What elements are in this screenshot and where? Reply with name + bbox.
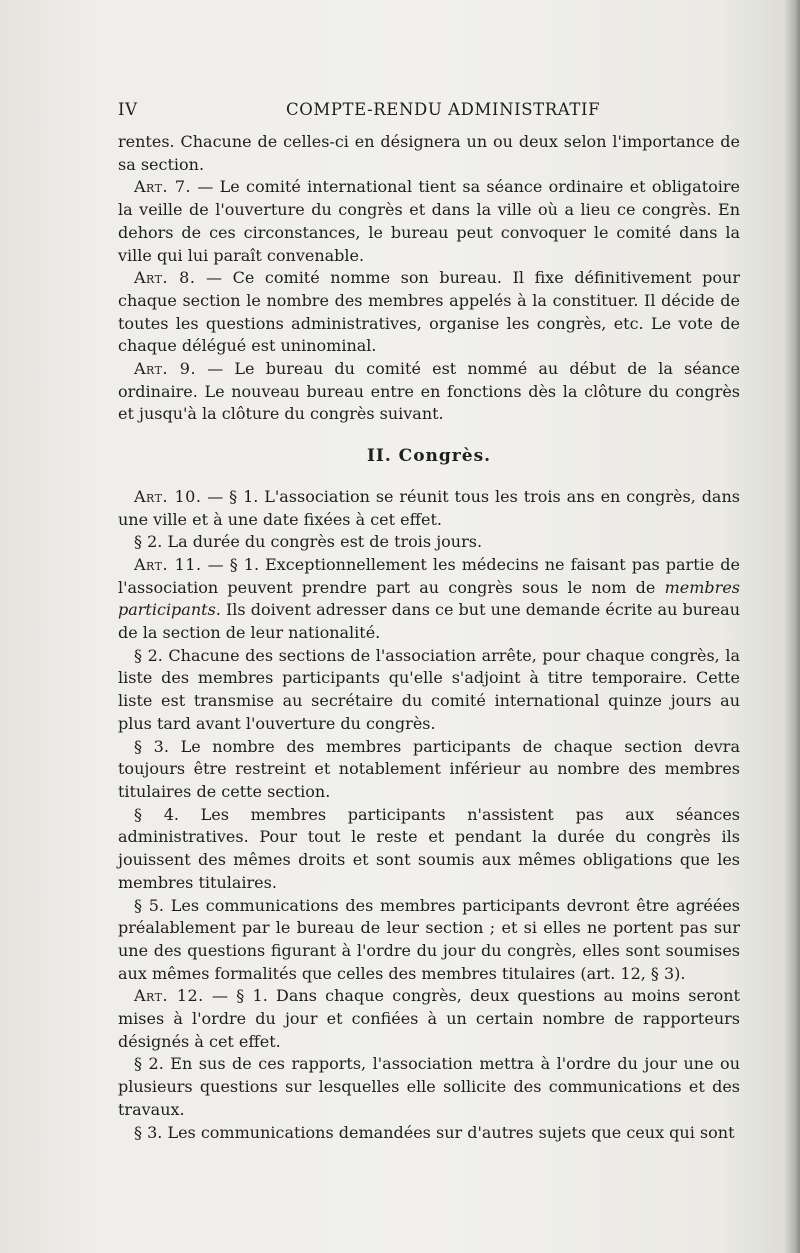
page-header bbox=[118, 100, 740, 126]
paragraph-text: § 2. La durée du congrès est de trois jours. bbox=[134, 532, 483, 552]
page-edge-shadow bbox=[784, 0, 800, 1253]
paragraph-text: — § 1. L'association se réunit tous les trois ans en congrès, dans une ville et à une date fixées à cet effet. bbox=[118, 486, 740, 529]
paragraph-text: § 3. Les communications demandées sur d'autres sujets que ceux qui sont bbox=[134, 1122, 735, 1142]
paragraph-text: § 2. Chacune des sections de l'association arrête, pour chaque congrès, la liste des membres participants qu'elle s'adjoint à titre temporaire. Cette liste est transmise au secrétaire du comité international quinze jours au plus tard avant l'ouverture du congrès. bbox=[118, 645, 740, 733]
paragraph-text: — Ce comité nomme son bureau. Il fixe définitivement pour chaque section le nombre des membres appelés à la constituer. Il décide de toutes les questions administratives, organise les congrès, etc. Le vote de chaque délégué est uninominal. bbox=[118, 268, 741, 356]
paragraph bbox=[118, 895, 740, 986]
paragraph-text: — § 1. Dans chaque congrès, deux questions au moins seront mises à l'ordre du jour et confiées à un certain nombre de rapporteurs désignés à cet effet. bbox=[118, 986, 740, 1051]
paragraph bbox=[118, 131, 740, 176]
paragraph bbox=[118, 645, 740, 736]
article-8 bbox=[118, 267, 740, 358]
paragraph-text: § 3. Le nombre des membres participants de chaque section devra toujours être restreint et notablement inférieur au nombre des membres titulaires de cette section. bbox=[118, 736, 740, 801]
italic-term: membres participants bbox=[118, 577, 740, 620]
paragraph-text: — § 1. Exceptionnellement les médecins ne faisant pas partie de l'association peuvent prendre part au congrès sous le nom de bbox=[118, 554, 740, 597]
article-label: Art. 12. bbox=[134, 986, 204, 1006]
running-title: COMPTE-RENDU ADMINISTRATIF bbox=[286, 100, 601, 119]
paragraph-text: rentes. Chacune de celles-ci en désignera un ou deux selon l'importance de sa section. bbox=[118, 132, 740, 174]
article-7 bbox=[118, 176, 740, 267]
paragraph bbox=[118, 1122, 740, 1145]
paragraph-text: . Ils doivent adresser dans ce but une demande écrite au bureau de la section de leur nationalité. bbox=[118, 600, 740, 643]
paragraph bbox=[118, 531, 740, 554]
article-label: Art. 10. bbox=[134, 486, 202, 506]
paragraph bbox=[118, 804, 740, 895]
article-9 bbox=[118, 358, 740, 426]
paragraph bbox=[118, 736, 740, 804]
article-10 bbox=[118, 486, 740, 531]
article-12 bbox=[118, 985, 740, 1053]
document-body bbox=[118, 131, 740, 1144]
paragraph-text: — Le bureau du comité est nommé au début de la séance ordinaire. Le nouveau bureau entre en fonctions dès la clôture du congrès et jusqu'à la clôture du congrès suivant. bbox=[118, 359, 741, 424]
article-label: Art. 9. bbox=[134, 359, 197, 379]
paragraph-text: — Le comité international tient sa séance ordinaire et obligatoire la veille de l'ouverture du congrès et dans la ville où a lieu ce congrès. En dehors de ces circonstances, le bureau peut convoquer le comité dans la ville qui lui paraît convenable. bbox=[118, 177, 741, 265]
article-label: Art. 11. bbox=[134, 554, 202, 574]
section-heading: II. Congrès. bbox=[366, 446, 492, 467]
article-11 bbox=[118, 554, 740, 645]
paragraph-text: § 5. Les communications des membres participants devront être agréées préalablement par le bureau de leur section ; et si elles ne portent pas sur une des questions figurant à l'ordre du jour du congrès, elles sont soumises aux mêmes formalités que celles des membres titulaires (art. 12, § 3). bbox=[118, 895, 740, 983]
article-label: Art. 7. bbox=[134, 177, 192, 197]
page-number: IV bbox=[118, 100, 138, 119]
article-label: Art. 8. bbox=[134, 268, 196, 288]
paragraph bbox=[118, 1053, 740, 1121]
paragraph-text: § 2. En sus de ces rapports, l'association mettra à l'ordre du jour une ou plusieurs questions sur lesquelles elle sollicite des communications et des travaux. bbox=[118, 1054, 740, 1119]
paragraph-text: § 4. Les membres participants n'assistent pas aux séances administratives. Pour tout le reste et pendant la durée du congrès ils jouissent des mêmes droits et sont soumis aux mêmes obligations que les membres titulaires. bbox=[118, 804, 740, 892]
